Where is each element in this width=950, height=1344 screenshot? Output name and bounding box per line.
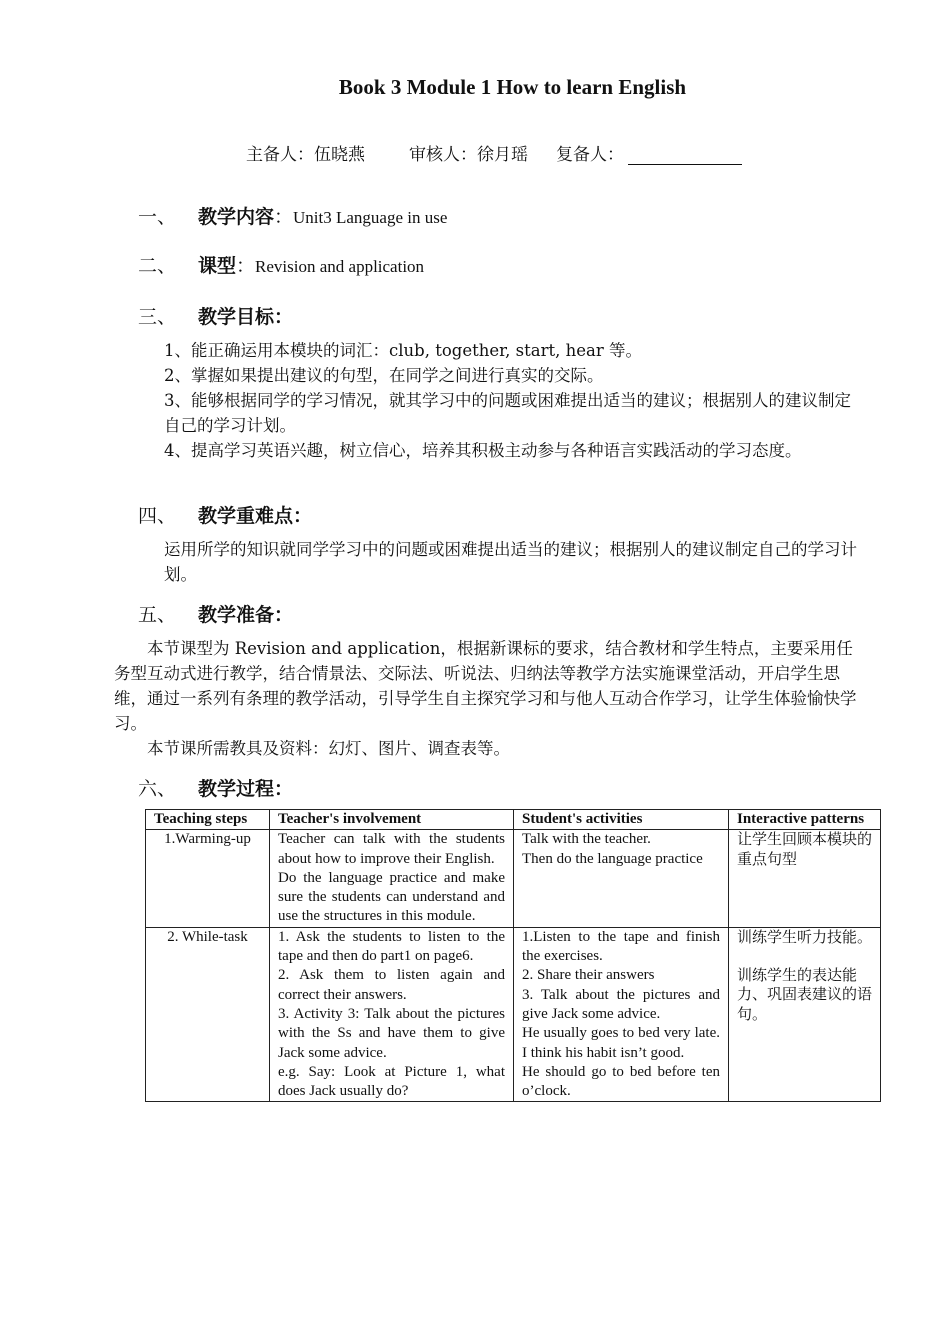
section-3-heading: 教学目标： [198, 306, 294, 328]
student-text: He usually goes to bed very late. I think his habit isn’t good. [522, 1025, 720, 1061]
preparer: 主备人：伍晓燕 [246, 145, 365, 165]
header-interactive-patterns: Interactive patterns [729, 810, 881, 830]
section-2-value: Revision and application [255, 257, 425, 276]
staff-line [246, 140, 742, 165]
teacher-text: e.g. Say: Look at Picture 1, what does Jack usually do? [278, 1063, 505, 1100]
teacher-cell [270, 830, 514, 927]
section-6 [138, 774, 293, 801]
section-2-heading: 课型 [198, 255, 237, 277]
pattern-cell [729, 927, 881, 1102]
student-text: 1.Listen to the tape and finish the exercises. [522, 928, 720, 965]
section-1-number: 一、 [138, 206, 177, 228]
pattern-cell [729, 830, 881, 927]
student-cell [514, 927, 729, 1102]
section-4 [138, 501, 312, 528]
header-teacher-involvement: Teacher's involvement [270, 810, 514, 830]
document-title: Book 3 Module 1 How to learn English [338, 75, 687, 99]
student-text: He should go to bed before ten o’clock. [522, 1063, 720, 1100]
pattern-text: 训练学生的表达能力、巩固表建议的语句。 [737, 966, 873, 1023]
section-4-number: 四、 [138, 505, 177, 527]
student-text: 3. Talk about the pictures and give Jack some advice. [522, 986, 720, 1022]
section-1-value: Unit3 Language in use [293, 208, 448, 227]
teacher-cell [270, 927, 514, 1102]
student-text: Talk with the teacher. [522, 831, 651, 848]
goals-list [164, 338, 864, 463]
section-6-number: 六、 [138, 778, 177, 800]
teacher-text: Teacher can talk with the students about how to improve their English. [278, 831, 505, 867]
co-preparer-blank [628, 146, 742, 165]
section-5 [138, 600, 293, 627]
section-4-heading: 教学重难点： [198, 505, 313, 527]
section-5-number: 五、 [138, 604, 177, 626]
section-5-heading: 教学准备： [198, 604, 294, 626]
step-cell: 2. While-task [146, 927, 270, 1102]
header-teaching-steps: Teaching steps [146, 810, 270, 830]
co-preparer: 复备人： [556, 145, 624, 165]
section-2 [138, 251, 424, 278]
pattern-spacer [737, 947, 872, 966]
reviewer: 审核人：徐月瑶 [409, 145, 528, 165]
goal-item: 4、提高学习英语兴趣，树立信心，培养其积极主动参与各种语言实践活动的学习态度。 [164, 441, 802, 460]
table-row [146, 927, 881, 1102]
teacher-text: Do the language practice and make sure the students can understand and use the structures in this module. [278, 869, 505, 925]
student-text: Then do the language practice [522, 850, 703, 867]
goal-item: 2、掌握如果提出建议的句型，在同学之间进行真实的交际。 [164, 366, 604, 385]
step-cell: 1.Warming-up [146, 830, 270, 927]
teacher-text: 3. Activity 3: Talk about the pictures with the Ss and have them to give Jack some advice. [278, 1005, 505, 1061]
pattern-text: 训练学生听力技能。 [737, 927, 873, 946]
table-header-row [146, 810, 881, 830]
student-text: 2. Share their answers [522, 967, 655, 984]
section-3 [138, 302, 293, 329]
section-3-number: 三、 [138, 306, 177, 328]
teacher-text: 1. Ask the students to listen to the tape and then do part1 on page6. [278, 928, 505, 965]
section-1-colon: ： [274, 206, 294, 228]
section-2-colon: ： [236, 255, 256, 277]
preparation-materials: 本节课所需教具及资料：幻灯、图片、调查表等。 [147, 739, 510, 758]
preparation-text [114, 636, 866, 761]
section-2-number: 二、 [138, 255, 177, 277]
teaching-process-table [145, 809, 881, 1102]
section-1 [138, 202, 447, 229]
section-6-heading: 教学过程： [198, 778, 294, 800]
header-student-activities: Student's activities [514, 810, 729, 830]
section-1-heading: 教学内容 [198, 206, 275, 228]
teacher-text: 2. Ask them to listen again and correct their answers. [278, 967, 505, 1003]
table-row [146, 830, 881, 927]
pattern-text: 让学生回顾本模块的重点句型 [737, 830, 873, 868]
student-cell [514, 830, 729, 927]
key-points: 运用所学的知识就同学学习中的问题或困难提出适当的建议；根据别人的建议制定自己的学习计划。 [164, 540, 857, 584]
goal-item: 3、能够根据同学的学习情况，就其学习中的问题或困难提出适当的建议；根据别人的建议制定自己的学习计划。 [164, 391, 851, 435]
preparation-paragraph: 本节课型为 Revision and application，根据新课标的要求，结合教材和学生特点，主要采用任务型互动式进行教学，结合情景法、交际法、听说法、归纳法等教学方法实施课堂活动，开启学生思维，通过一系列有条理的教学活动，引导学生自主探究学习和与他人互动合作学习，让学生体验愉快学习。 [114, 639, 857, 733]
goal-item: 1、能正确运用本模块的词汇：club, together, start, hear 等。 [164, 341, 642, 360]
